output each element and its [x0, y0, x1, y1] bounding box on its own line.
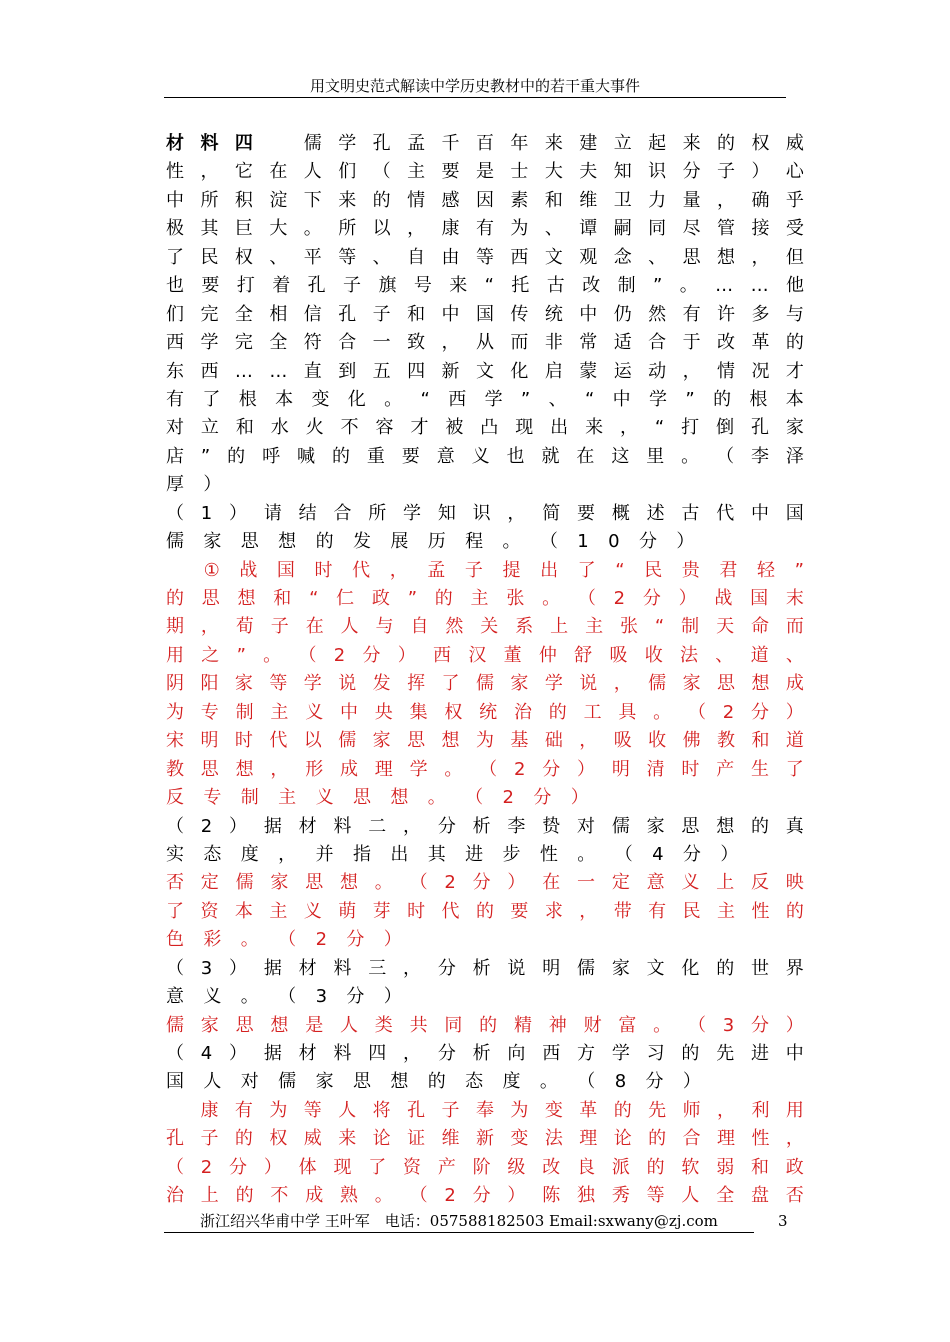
text-line: 有 了 根 本 变 化 。 “ 西 学 ” 、 “ 中 学 ” 的 根 本 [166, 388, 804, 410]
text-line: （ 3 ） 据 材 料 三 ， 分 析 说 明 儒 家 文 化 的 世 界 [166, 957, 804, 979]
answer-line: 阴 阳 家 等 学 说 发 挥 了 儒 家 学 说 ， 儒 家 思 想 成 [166, 673, 804, 695]
footer-divider [164, 1232, 754, 1233]
text-line: 厚 ） [166, 474, 222, 496]
text-line: 极 其 巨 大 。 所 以 ， 康 有 为 、 谭 嗣 同 尽 管 接 受 [166, 218, 804, 240]
answer-line: 期 ， 荀 子 在 人 与 自 然 关 系 上 主 张 “ 制 天 命 而 [166, 616, 804, 638]
answer-line: 孔 子 的 权 威 来 论 证 维 新 变 法 理 论 的 合 理 性 ， [166, 1128, 804, 1150]
text-line: 对 立 和 水 火 不 容 才 被 凸 现 出 来 ， “ 打 倒 孔 家 [166, 417, 804, 439]
answer-line: 治 上 的 不 成 熟 。 （ 2 分 ） 陈 独 秀 等 人 全 盘 否 [166, 1185, 804, 1207]
answer-line: 儒 家 思 想 是 人 类 共 同 的 精 神 财 富 。 （ 3 分 ） [166, 1014, 804, 1036]
text-line: 了 民 权 、 平 等 、 自 由 等 西 文 观 念 、 思 想 ， 但 [166, 246, 804, 268]
answer-line: 反 专 制 主 义 思 想 。 （ 2 分 ） [166, 787, 589, 809]
text-line: 儒 家 思 想 的 发 展 历 程 。 （ 1 0 分 ） [166, 531, 695, 553]
text-line: 东 西 … … 直 到 五 四 新 文 化 启 蒙 运 动 ， 情 况 才 [166, 360, 804, 382]
text-line: 意 义 。 （ 3 分 ） [166, 986, 402, 1008]
answer-line: 用 之 ” 。 （ 2 分 ） 西 汉 董 仲 舒 吸 收 法 、 道 、 [166, 644, 804, 666]
text-line: （ 4 ） 据 材 料 四 ， 分 析 向 西 方 学 习 的 先 进 中 [166, 1043, 804, 1064]
page-header-title: 用文明史范式解读中学历史教材中的若干重大事件 [309, 77, 640, 95]
text-line: 国 人 对 儒 家 思 想 的 态 度 。 （ 8 分 ） [166, 1071, 701, 1093]
page-footer [200, 1210, 800, 1232]
answer-line: 否 定 儒 家 思 想 。 （ 2 分 ） 在 一 定 意 义 上 反 映 [166, 872, 804, 894]
footer-contact-info: 浙江绍兴华甫中学 王叶军 电话：057588182503 Email:sxwany@zj.com [200, 1212, 718, 1230]
answer-line: 康 有 为 等 人 将 孔 子 奉 为 变 革 的 先 师 ， 利 用 [200, 1099, 804, 1121]
text-line: 们 完 全 相 信 孔 子 和 中 国 传 统 中 仍 然 有 许 多 与 [166, 303, 804, 325]
text-line: （ 1 ） 请 结 合 所 学 知 识 ， 简 要 概 述 古 代 中 国 [166, 502, 804, 524]
answer-line: 宋 明 时 代 以 儒 家 思 想 为 基 础 ， 吸 收 佛 教 和 道 [166, 730, 804, 752]
header-divider [164, 97, 786, 98]
answer-line: 教 思 想 ， 形 成 理 学 。 （ 2 分 ） 明 清 时 产 生 了 [166, 758, 804, 780]
document-body [166, 130, 804, 1211]
text-line: （ 2 ） 据 材 料 二 ， 分 析 李 贽 对 儒 家 思 想 的 真 [166, 815, 804, 837]
text-line: 材 料 四 儒 学 孔 孟 千 百 年 来 建 立 起 来 的 权 威 [166, 133, 804, 154]
answer-line: （ 2 分 ） 体 现 了 资 产 阶 级 改 良 派 的 软 弱 和 政 [166, 1156, 804, 1178]
text-line: 也 要 打 着 孔 子 旗 号 来 “ 托 古 改 制 ” 。 … … 他 [166, 275, 804, 297]
answer-line: ① 战 国 时 代 ， 孟 子 提 出 了 “ 民 贵 君 轻 ” [203, 559, 804, 581]
answer-line: 色 彩 。 （ 2 分 ） [166, 929, 402, 951]
text-line: 实 态 度 ， 并 指 出 其 进 步 性 。 （ 4 分 ） [166, 843, 739, 865]
answer-line: 的 思 想 和 “ 仁 政 ” 的 主 张 。 （ 2 分 ） 战 国 末 [166, 588, 804, 609]
text-line: 性 ， 它 在 人 们 （ 主 要 是 士 大 夫 知 识 分 子 ） 心 [166, 161, 804, 183]
text-line: 店 ” 的 呼 喊 的 重 要 意 义 也 就 在 这 里 。 （ 李 泽 [166, 445, 804, 467]
page-number: 3 [778, 1212, 788, 1230]
answer-line: 了 资 本 主 义 萌 芽 时 代 的 要 求 ， 带 有 民 主 性 的 [166, 900, 804, 922]
text-line: 中 所 积 淀 下 来 的 情 感 因 素 和 维 卫 力 量 ， 确 乎 [166, 189, 804, 211]
answer-line: 为 专 制 主 义 中 央 集 权 统 治 的 工 具 。 （ 2 分 ） [166, 701, 804, 723]
text-line: 西 学 完 全 符 合 一 致 ， 从 而 非 常 适 合 于 改 革 的 [166, 332, 804, 354]
